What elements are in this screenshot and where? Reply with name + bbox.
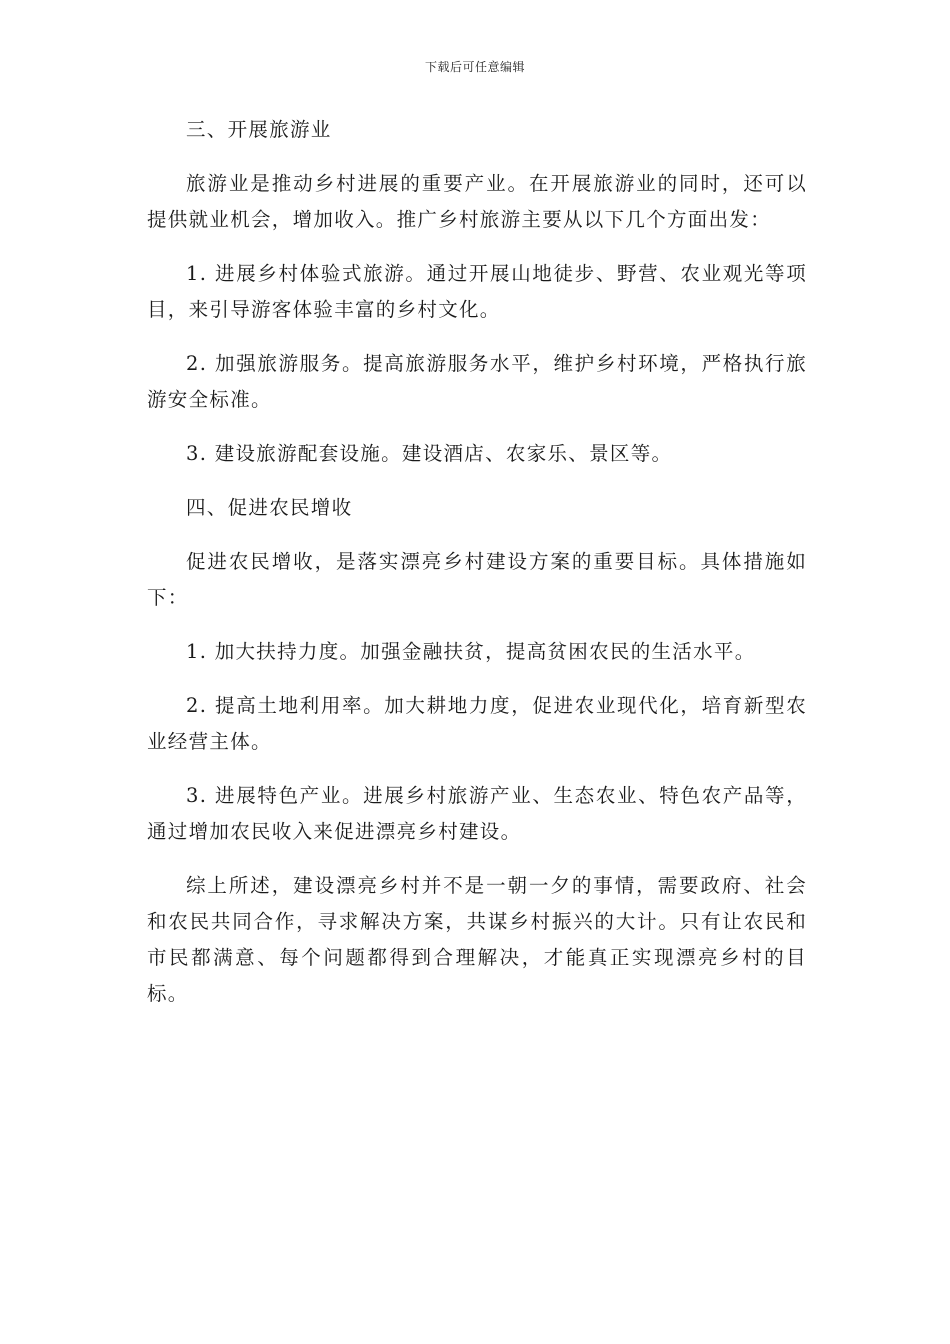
paragraph-tourism-intro: 旅游业是推动乡村进展的重要产业。在开展旅游业的同时，还可以提供就业机会，增加收入。推广乡村旅游主要从以下几个方面出发： xyxy=(147,172,807,231)
section-heading-tourism: 三、开展旅游业 xyxy=(186,118,332,141)
list-item-tourism-3: 3. 建设旅游配套设施。建设酒店、农家乐、景区等。 xyxy=(186,442,673,465)
document-body xyxy=(147,112,807,1012)
list-item-income-3: 3. 进展特色产业。进展乡村旅游产业、生态农业、特色农产品等，通过增加农民收入来促进漂亮乡村建设。 xyxy=(147,784,807,843)
list-item-income-1: 1. 加大扶持力度。加强金融扶贫，提高贫困农民的生活水平。 xyxy=(186,640,756,663)
paragraph-income-intro: 促进农民增收，是落实漂亮乡村建设方案的重要目标。具体措施如下： xyxy=(147,550,807,609)
list-item-income-2: 2. 提高土地利用率。加大耕地力度，促进农业现代化，培育新型农业经营主体。 xyxy=(147,694,807,753)
list-item-tourism-1: 1. 进展乡村体验式旅游。通过开展山地徒步、野营、农业观光等项目，来引导游客体验丰富的乡村文化。 xyxy=(147,262,807,321)
paragraph-conclusion: 综上所述，建设漂亮乡村并不是一朝一夕的事情，需要政府、社会和农民共同合作，寻求解决方案，共谋乡村振兴的大计。只有让农民和市民都满意、每个问题都得到合理解决，才能真正实现漂亮乡村的目标。 xyxy=(147,874,807,1005)
section-heading-income: 四、促进农民增收 xyxy=(186,496,353,519)
header-note: 下载后可任意编辑 xyxy=(424,60,525,74)
list-item-tourism-2: 2. 加强旅游服务。提高旅游服务水平，维护乡村环境，严格执行旅游安全标准。 xyxy=(147,352,807,411)
